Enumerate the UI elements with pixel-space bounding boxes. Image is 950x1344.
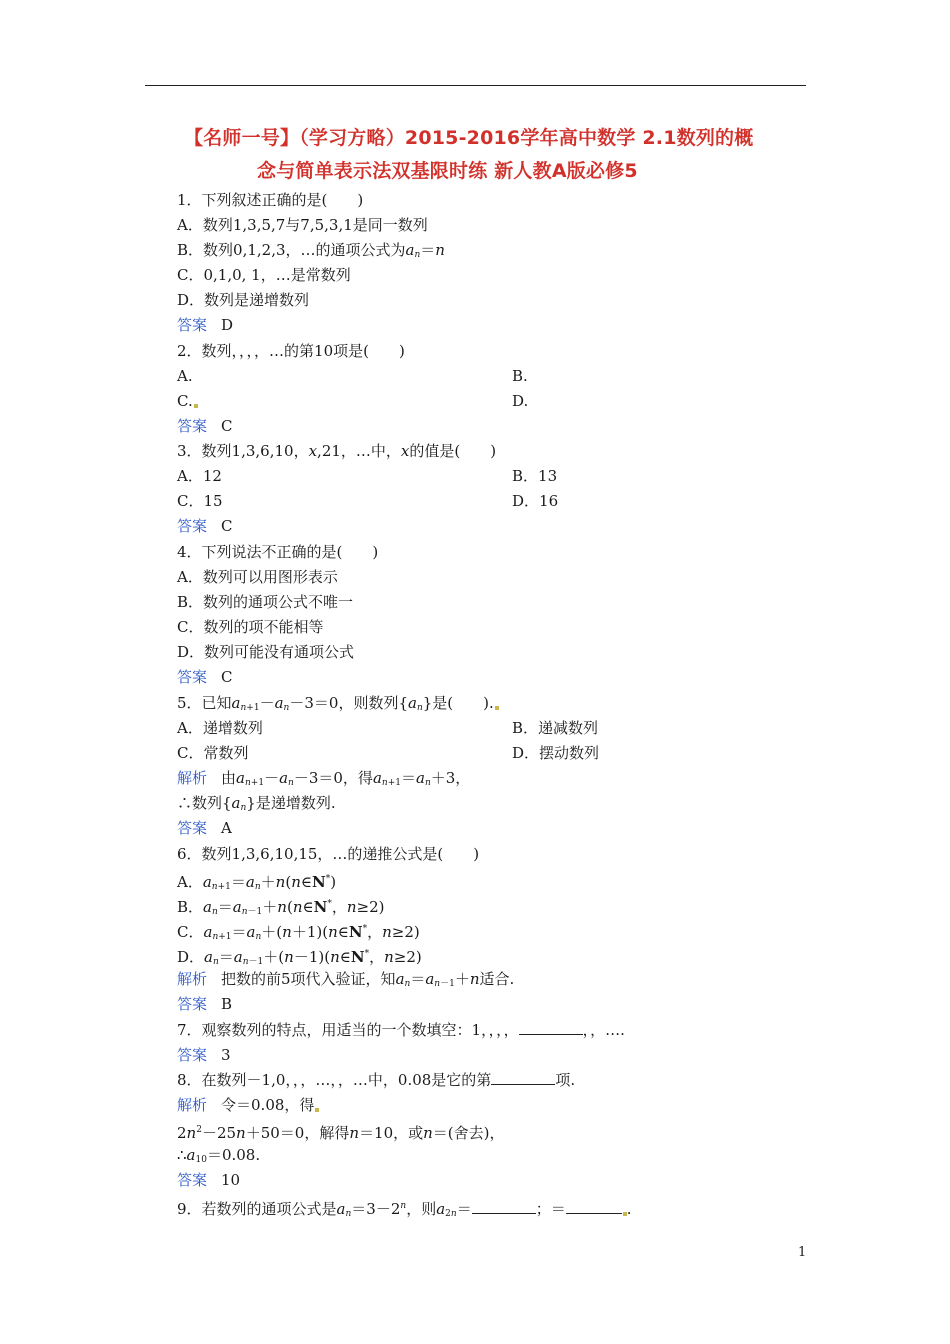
q3-option-b: B．13: [512, 467, 558, 485]
q8-stem: 8．在数列－1,0，，，…，，…中，0.08是它的第 项.: [177, 1071, 576, 1089]
answer-tag: 答案: [177, 517, 208, 535]
q2-stem: 2．数列，，，，…的第10项是( ): [177, 342, 405, 360]
q3-stem: 3．数列1,3,6,10，x,21，…中，x的值是( ): [177, 442, 497, 460]
q6-option-b: B．$a_n=a_{n-1}+n(n\in N^*$，n≥2): [177, 898, 385, 917]
q7-stem: 7．观察数列的特点，用适当的一个数填空：1，，，， ，，….: [177, 1021, 625, 1039]
q3-answer: 答案 C: [177, 517, 233, 535]
q5-answer: 答案 A: [177, 819, 232, 837]
q8-answer: 答案 10: [177, 1171, 241, 1189]
q4-option-a: A．数列可以用图形表示: [177, 568, 338, 586]
q5-option-a: A．递增数列: [177, 719, 263, 737]
fill-blank[interactable]: [472, 1201, 536, 1214]
q5-analysis-2: ∴数列$\{a_n\}$是递增数列.: [177, 794, 336, 813]
q1-answer: 答案 D: [177, 316, 234, 334]
q2-option-d: D.: [512, 392, 529, 410]
q9-stem: 9．若数列的通项公式是$a_n=3-2^n$，则$a_{2n}=$ ；＝ .: [177, 1200, 632, 1219]
header-rule: [145, 85, 806, 86]
q5-option-c: C．常数列: [177, 744, 249, 762]
q6-analysis: 解析 把数的前5项代入验证，知$a_n=a_{n-1}+n$适合.: [177, 970, 515, 989]
q1-option-c: C．0,1,0, 1，…是常数列: [177, 266, 351, 284]
doc-title-line-2: 念与简单表示法双基限时练 新人教A版必修5: [257, 160, 638, 182]
q5-option-d: D．摆动数列: [512, 744, 600, 762]
q8-analysis-3: $\therefore a_{10}=0.08$.: [177, 1146, 261, 1165]
scan-mark: [315, 1108, 319, 1112]
q1-option-b: B．数列0,1,2,3，…的通项公式为$a_n=n$: [177, 241, 445, 260]
answer-tag: 答案: [177, 1046, 208, 1064]
answer-tag: 答案: [177, 995, 208, 1013]
fill-blank[interactable]: [491, 1072, 555, 1085]
q6-option-d: D．$a_n=a_{n-1}+(n-1)(n\in N^*$，n≥2): [177, 948, 422, 967]
answer-tag: 答案: [177, 316, 208, 334]
scan-mark: [194, 404, 198, 408]
q2-option-b: B.: [512, 367, 528, 385]
q1-option-a: A．数列1,3,5,7与7,5,3,1是同一数列: [177, 216, 428, 234]
answer-tag: 答案: [177, 1171, 208, 1189]
q1-stem: 1．下列叙述正确的是( ): [177, 191, 364, 209]
analysis-tag: 解析: [177, 970, 208, 988]
q3-option-c: C．15: [177, 492, 223, 510]
answer-tag: 答案: [177, 668, 208, 686]
q6-answer: 答案 B: [177, 995, 233, 1013]
scan-mark: [495, 706, 499, 710]
analysis-tag: 解析: [177, 1096, 208, 1114]
q5-stem: 5．已知$a_{n+1}-a_n-3=0$，则数列$\{a_n\}$是( ).: [177, 694, 499, 717]
q1-option-d: D．数列是递增数列: [177, 291, 310, 309]
q4-option-c: C．数列的项不能相等: [177, 618, 324, 636]
q6-option-a: A．$a_{n+1}=a_n+n(n\in N^*)$: [177, 873, 337, 892]
q7-answer: 答案 3: [177, 1046, 231, 1064]
q5-option-b: B．递减数列: [512, 719, 599, 737]
q6-stem: 6．数列1,3,6,10,15，…的递推公式是( ): [177, 845, 480, 863]
q2-answer: 答案 C: [177, 417, 233, 435]
q8-analysis-1: 解析 令＝0.08，得: [177, 1096, 319, 1114]
q5-analysis-1: 解析 由$a_{n+1}-a_n-3=0$，得$a_{n+1}=a_n+3$，: [177, 769, 471, 788]
doc-title-line-1: 【名师一号】（学习方略）2015-2016学年高中数学 2.1数列的概: [184, 127, 754, 149]
fill-blank[interactable]: [566, 1201, 622, 1214]
page-number: 1: [798, 1245, 807, 1260]
analysis-tag: 解析: [177, 769, 208, 787]
q4-stem: 4．下列说法不正确的是( ): [177, 543, 379, 561]
q6-option-c: C．$a_{n+1}=a_n+(n+1)(n\in N^*$，n≥2): [177, 923, 420, 942]
q2-option-c: C.: [177, 392, 198, 410]
answer-tag: 答案: [177, 417, 208, 435]
answer-tag: 答案: [177, 819, 208, 837]
fill-blank[interactable]: [519, 1022, 583, 1035]
q3-option-a: A．12: [177, 467, 222, 485]
q4-option-d: D．数列可能没有通项公式: [177, 643, 355, 661]
q2-option-a: A.: [177, 367, 193, 385]
q8-analysis-2: $2n^2-25n+50=0$，解得n＝10，或n＝(舍去)，: [177, 1124, 505, 1142]
q4-answer: 答案 C: [177, 668, 233, 686]
q4-option-b: B．数列的通项公式不唯一: [177, 593, 354, 611]
q3-option-d: D．16: [512, 492, 559, 510]
